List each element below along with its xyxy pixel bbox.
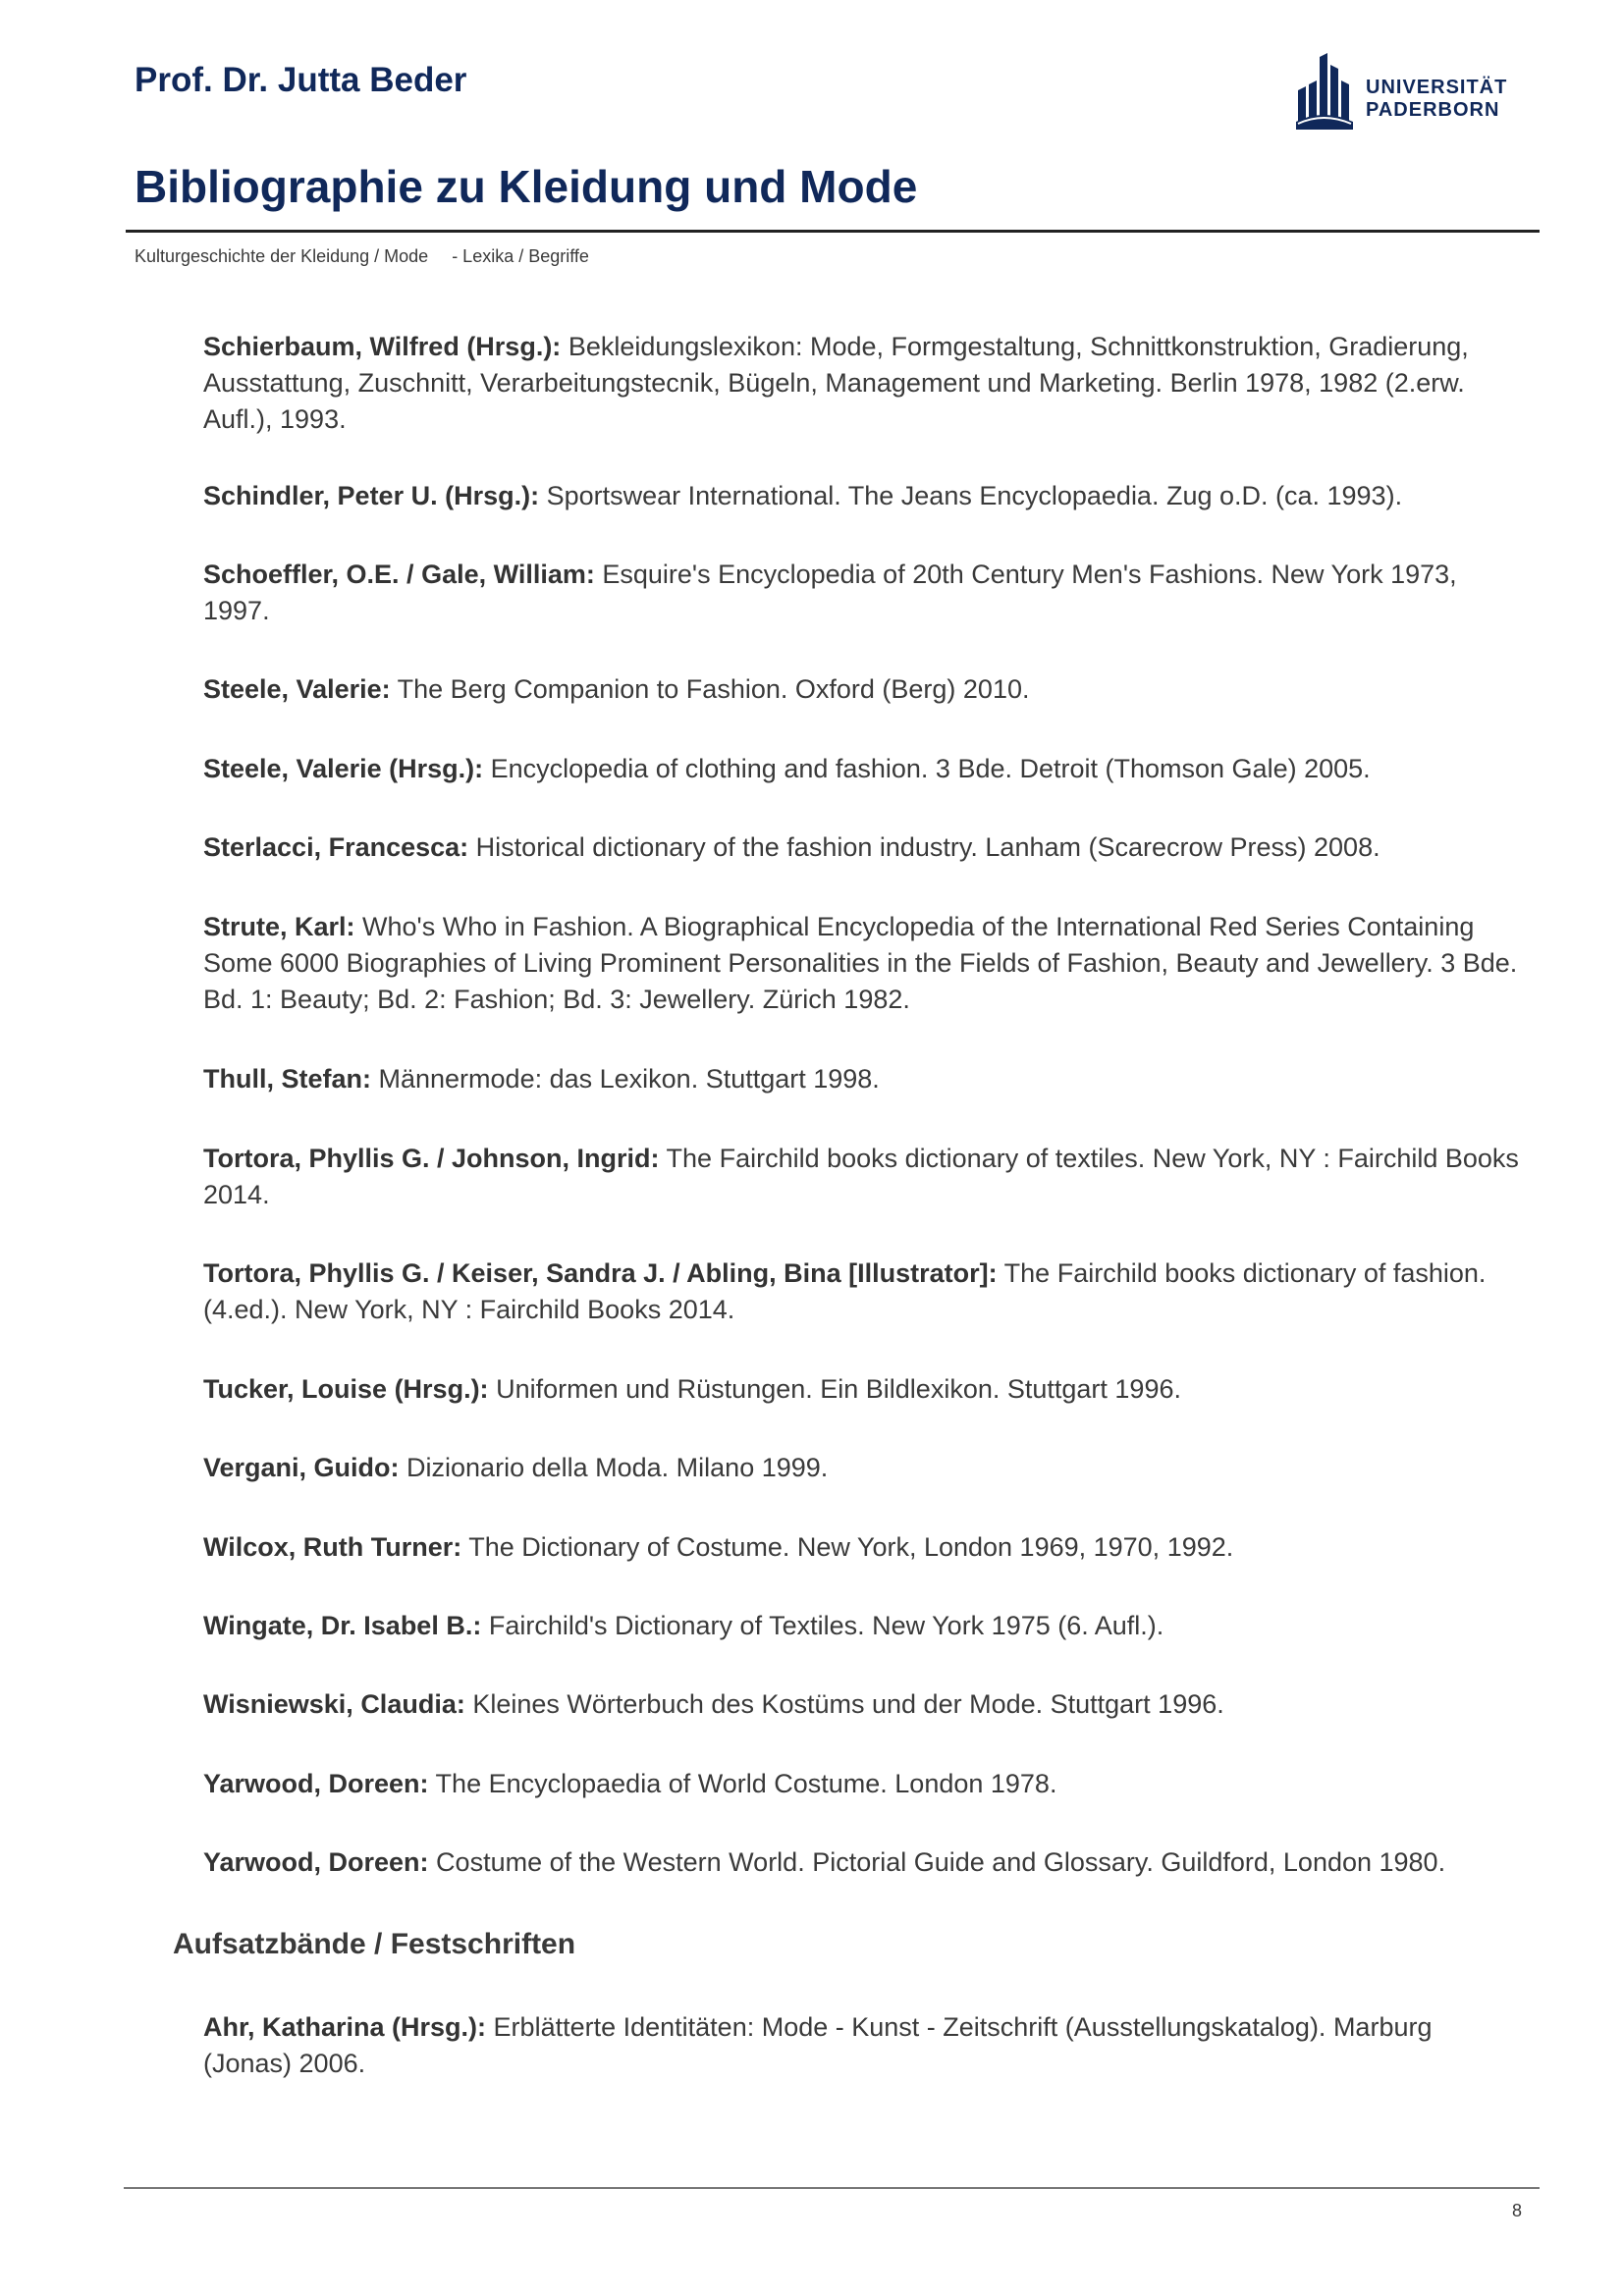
logo-line-2: PADERBORN [1366, 99, 1500, 121]
author-name: Prof. Dr. Jutta Beder [135, 61, 467, 99]
entry-text: Kleines Wörterbuch des Kostüms und der Mode. Stuttgart 1996. [464, 1689, 1224, 1719]
entry-text: Bekleidungslexikon: Mode, Formgestaltung, Schnittkonstruktion, Gradierung, Ausstattung, Zuschnitt, Verarbeitungstecnik, Bügeln, Management und Marketing. Berlin 1978, 1982 (2.erw. Aufl.), 1993. [203, 332, 1469, 434]
entry-author: Wilcox, Ruth Turner: [203, 1532, 462, 1562]
entry-author: Ahr, Katharina (Hrsg.): [203, 2012, 487, 2042]
entry-author: Yarwood, Doreen: [203, 1769, 429, 1798]
entry-text: Sportswear International. The Jeans Encyclopaedia. Zug o.D. (ca. 1993). [539, 481, 1403, 510]
bibliography-entry [203, 829, 1519, 866]
bibliography-entry [203, 1255, 1519, 1328]
bibliography-entry [203, 1766, 1519, 1802]
bibliography-entry [203, 329, 1519, 438]
entry-text: Costume of the Western World. Pictorial Guide and Glossary. Guildford, London 1980. [428, 1847, 1446, 1877]
entry-author: Sterlacci, Francesca: [203, 832, 469, 862]
page-number: 8 [1512, 2201, 1523, 2220]
entry-author: Vergani, Guido: [203, 1453, 400, 1482]
entry-author: Wingate, Dr. Isabel B.: [203, 1611, 482, 1640]
bibliography-entry [203, 1608, 1519, 1644]
breadcrumb-part-2: - Lexika / Begriffe [452, 246, 589, 266]
entry-author: Tortora, Phyllis G. / Keiser, Sandra J. / Abling, Bina [Illustrator]: [203, 1258, 998, 1288]
entry-author: Tucker, Louise (Hrsg.): [203, 1374, 489, 1404]
breadcrumb-part-1: Kulturgeschichte der Kleidung / Mode [135, 246, 429, 266]
entry-text: Esquire's Encyclopedia of 20th Century Men's Fashions. New York 1973, 1997. [203, 560, 1457, 625]
bibliography-entry [203, 1529, 1519, 1566]
document-title: Bibliographie zu Kleidung und Mode [135, 161, 918, 212]
entry-text: Encyclopedia of clothing and fashion. 3 Bde. Detroit (Thomson Gale) 2005. [483, 754, 1371, 783]
logo-line-1: UNIVERSITÄT [1366, 77, 1508, 98]
entry-author: Tortora, Phyllis G. / Johnson, Ingrid: [203, 1144, 660, 1173]
entry-text: The Dictionary of Costume. New York, London 1969, 1970, 1992. [461, 1532, 1234, 1562]
bibliography-entry [203, 478, 1519, 514]
entry-author: Schindler, Peter U. (Hrsg.): [203, 481, 540, 510]
entry-text: The Encyclopaedia of World Costume. London 1978. [428, 1769, 1057, 1798]
entry-text: Dizionario della Moda. Milano 1999. [399, 1453, 829, 1482]
entry-author: Steele, Valerie (Hrsg.): [203, 754, 484, 783]
entry-author: Yarwood, Doreen: [203, 1847, 429, 1877]
entry-text: Historical dictionary of the fashion industry. Lanham (Scarecrow Press) 2008. [468, 832, 1380, 862]
bibliography-entry [203, 909, 1519, 1018]
bibliography-entry [203, 1371, 1519, 1408]
bibliography-entry [203, 1141, 1519, 1213]
entry-text: Who's Who in Fashion. A Biographical Encyclopedia of the International Red Series Containing Some 6000 Biographies of Living Prominent Personalities in the Fields of Fashion, Beauty and Jewellery. 3 Bde. Bd. 1: Beauty; Bd. 2: Fashion; Bd. 3: Jewellery. Zürich 1982. [203, 912, 1518, 1014]
bibliography-entry [203, 1061, 1519, 1097]
bibliography-entry [203, 1450, 1519, 1486]
entry-author: Steele, Valerie: [203, 674, 391, 704]
entry-text: Fairchild's Dictionary of Textiles. New York 1975 (6. Aufl.). [481, 1611, 1164, 1640]
bibliography-entry [203, 1844, 1519, 1881]
entry-author: Wisniewski, Claudia: [203, 1689, 465, 1719]
entry-author: Schoeffler, O.E. / Gale, William: [203, 560, 595, 589]
entry-text: The Fairchild books dictionary of textiles. New York, NY : Fairchild Books 2014. [203, 1144, 1519, 1209]
entry-text: Uniformen und Rüstungen. Ein Bildlexikon. Stuttgart 1996. [488, 1374, 1181, 1404]
bibliography-entry [203, 557, 1519, 629]
entry-author: Schierbaum, Wilfred (Hrsg.): [203, 332, 562, 361]
bibliography-entry [203, 751, 1519, 787]
bibliography-entry [203, 671, 1519, 708]
entry-text: Erblätterte Identitäten: Mode - Kunst - Zeitschrift (Ausstellungskatalog). Marburg (Jonas) 2006. [203, 2012, 1433, 2078]
footer-divider [124, 2187, 1540, 2189]
section-heading: Aufsatzbände / Festschriften [173, 1928, 576, 1960]
entry-text: The Berg Companion to Fashion. Oxford (Berg) 2010. [390, 674, 1030, 704]
bibliography-entry [203, 1686, 1519, 1723]
bibliography-entry [203, 2009, 1519, 2082]
entry-author: Strute, Karl: [203, 912, 355, 941]
entry-text: Männermode: das Lexikon. Stuttgart 1998. [371, 1064, 880, 1094]
entry-text: The Fairchild books dictionary of fashion. (4.ed.). New York, NY : Fairchild Books 2014. [203, 1258, 1487, 1324]
entry-author: Thull, Stefan: [203, 1064, 371, 1094]
